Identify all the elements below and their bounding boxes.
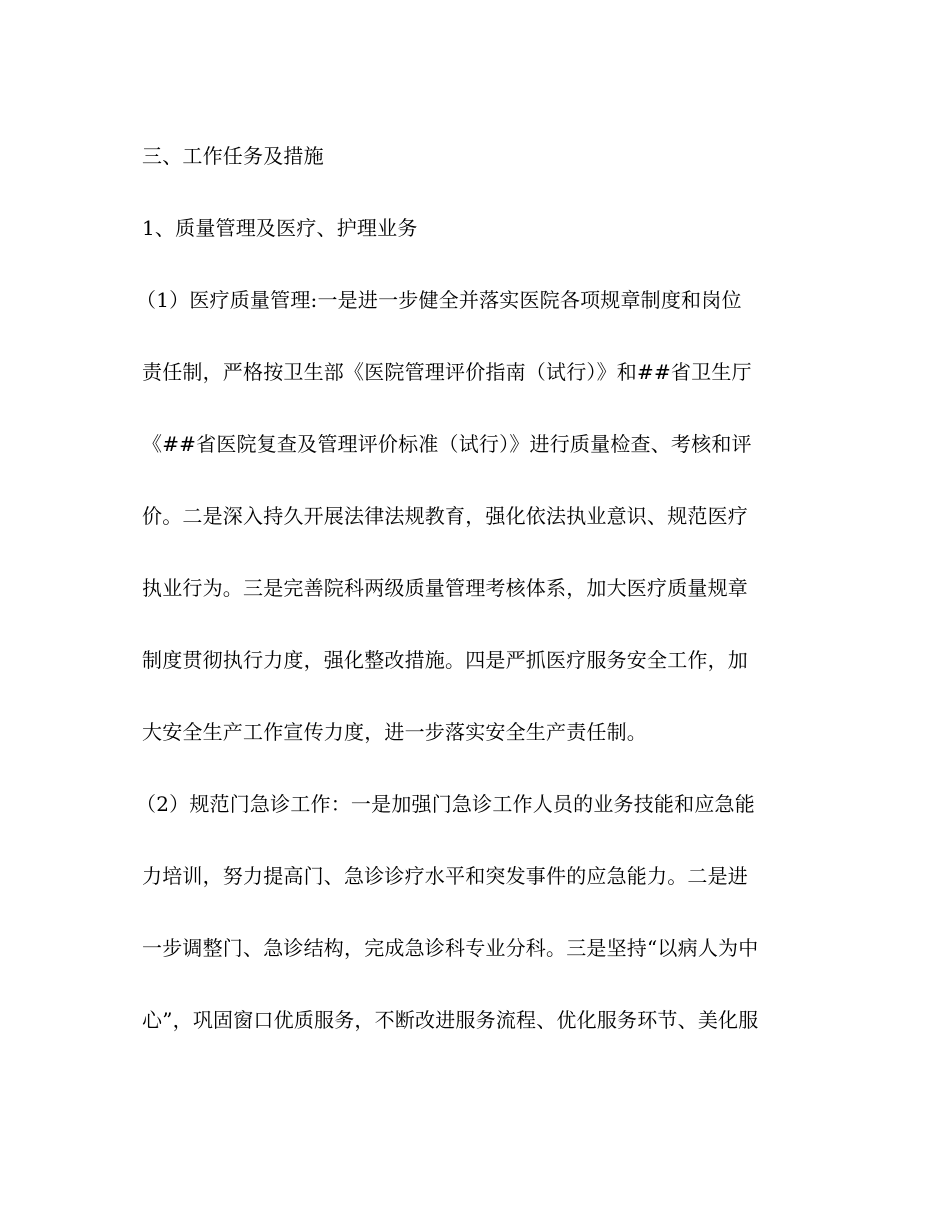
paragraph-line: （1）医疗质量管理:一是进一步健全并落实医院各项规章制度和岗位 [136, 288, 742, 312]
paragraph-line: 价。二是深入持久开展法律法规教育，强化依法执业意识、规范医疗 [142, 504, 748, 528]
paragraph-line: 心”，巩固窗口优质服务，不断改进服务流程、优化服务环节、美化服 [142, 1008, 759, 1032]
section-heading: 三、工作任务及措施 [142, 144, 324, 168]
paragraph-line: （2）规范门急诊工作：一是加强门急诊工作人员的业务技能和应急能 [136, 792, 755, 816]
paragraph-line: 制度贯彻执行力度，强化整改措施。四是严抓医疗服务安全工作，加 [142, 648, 748, 672]
paragraph-line: 责任制，严格按卫生部《医院管理评价指南（试行）》和##省卫生厅 [142, 360, 752, 384]
subsection-heading: 1、质量管理及医疗、护理业务 [142, 216, 418, 240]
paragraph-line: 一步调整门、急诊结构，完成急诊科专业分科。三是坚持“以病人为中 [142, 936, 759, 960]
paragraph-line: 执业行为。三是完善院科两级质量管理考核体系，加大医疗质量规章 [142, 576, 748, 600]
paragraph-line: 大安全生产工作宣传力度，进一步落实安全生产责任制。 [142, 720, 647, 744]
paragraph-line: 《##省医院复查及管理评价标准（试行）》进行质量检查、考核和评 [142, 432, 752, 456]
paragraph-line: 力培训，努力提高门、急诊诊疗水平和突发事件的应急能力。二是进 [142, 864, 748, 888]
